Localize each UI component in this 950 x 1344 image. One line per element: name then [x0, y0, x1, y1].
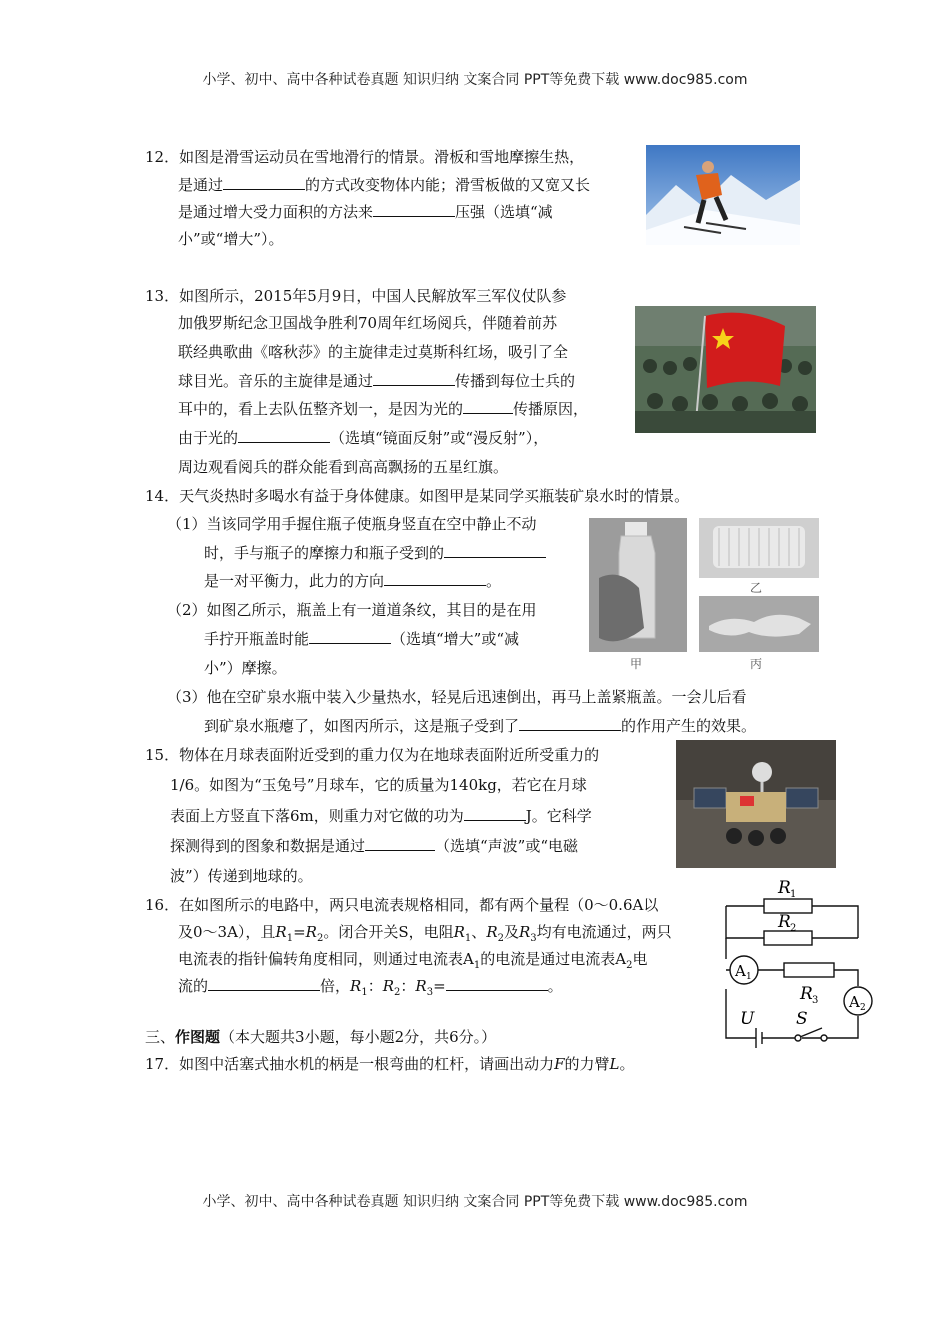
q14-sub2-line1: （2）如图乙所示，瓶盖上有一道道条纹，其目的是在用 — [167, 601, 537, 619]
label-u: U — [740, 1009, 755, 1029]
page-header: 小学、初中、高中各种试卷真题 知识归纳 文案合同 PPT等免费下载 www.doc985.com — [202, 72, 748, 88]
q15-line3: 表面上方竖直下落6m，则重力对它做的功为 J。它科学 — [170, 807, 592, 825]
answer-blank[interactable] — [208, 976, 320, 991]
answer-blank[interactable] — [373, 202, 455, 217]
answer-blank[interactable] — [519, 716, 621, 731]
q14-sub2-line3: 小”）摩擦。 — [204, 659, 287, 677]
battery-icon — [756, 1028, 762, 1048]
q14-sub1-line1: （1）当该同学用手握住瓶子使瓶身竖直在空中静止不动 — [167, 515, 537, 533]
circuit-diagram — [718, 874, 878, 1060]
answer-blank[interactable] — [373, 371, 455, 386]
switch-icon — [800, 1028, 822, 1037]
label-r1: R — [778, 878, 791, 898]
answer-blank[interactable] — [446, 976, 548, 991]
q13-line4: 球目光。音乐的主旋律是通过 传播到每位士兵的 — [178, 372, 576, 390]
resistor-r2 — [764, 931, 812, 945]
answer-blank[interactable] — [384, 571, 486, 586]
label-r1-sub: 1 — [790, 889, 797, 900]
page-footer: 小学、初中、高中各种试卷真题 知识归纳 文案合同 PPT等免费下载 www.doc985.com — [202, 1194, 748, 1210]
q15-line5: 波”）传递到地球的。 — [170, 867, 313, 885]
q16-line1: 16．在如图所示的电路中，两只电流表规格相同，都有两个量程（0～0.6A以 — [145, 896, 659, 914]
figure-label-jia: 甲 — [630, 657, 643, 671]
q13-line6: 由于光的 （选填“镜面反射”或“漫反射”）， — [178, 429, 549, 447]
resistor-r1 — [764, 899, 812, 913]
figure-label-bing: 丙 — [750, 657, 763, 671]
q16-line3: 电流表的指针偏转角度相同，则通过电流表$A_1$的电流是通过电流表$A_2$电 — [178, 950, 648, 971]
label-r2: R — [778, 912, 791, 932]
answer-blank[interactable] — [444, 543, 546, 558]
q15-line4: 探测得到的图象和数据是通过 （选填“声波”或“电磁 — [170, 837, 579, 855]
parade-photo — [635, 306, 816, 433]
crushed-bottle-photo — [699, 596, 819, 652]
q14-sub2-line2: 手拧开瓶盖时能 （选填“增大”或“减 — [204, 630, 520, 648]
q12-line1: 12．如图是滑雪运动员在雪地滑行的情景。滑板和雪地摩擦生热， — [145, 148, 585, 166]
skier-photo — [646, 145, 800, 245]
answer-blank[interactable] — [309, 629, 391, 644]
figure-label-yi: 乙 — [750, 581, 763, 595]
q14-sub1-line3: 是一对平衡力，此力的方向 。 — [204, 572, 502, 590]
q14-sub3-line2: 到矿泉水瓶瘪了，如图丙所示，这是瓶子受到了 的作用产生的效果。 — [204, 717, 757, 735]
q16-line2: 及0～3A），且$R_1=R_2$。闭合开关S，电阻$R_1$、$R_2$及$R_3$均有电流通过，两只 — [178, 923, 672, 944]
q15-line1: 15．物体在月球表面附近受到的重力仅为在地球表面附近所受重力的 — [145, 746, 600, 764]
label-a2-sub: 2 — [860, 1003, 866, 1013]
q13-line5: 耳中的，看上去队伍整齐划一，是因为光的 传播原因， — [178, 400, 589, 418]
answer-blank[interactable] — [464, 806, 526, 821]
section-3-heading: 三、作图题（本大题共3小题，每小题2分，共6分。） — [145, 1028, 497, 1046]
q13-line7: 周边观看阅兵的群众能看到高高飘扬的五星红旗。 — [178, 458, 509, 476]
answer-blank[interactable] — [223, 175, 305, 190]
answer-blank[interactable] — [365, 836, 435, 851]
bottle-hand-photo — [589, 518, 687, 652]
label-a1-sub: 1 — [746, 972, 752, 982]
q13-line2: 加俄罗斯纪念卫国战争胜利70周年红场阅兵，伴随着前苏 — [178, 314, 558, 332]
resistor-r3 — [784, 963, 834, 977]
label-r3: R — [800, 984, 813, 1004]
answer-blank[interactable] — [463, 399, 513, 414]
q12-line3: 是通过增大受力面积的方法来 压强（选填“减 — [178, 203, 553, 221]
bottle-cap-photo — [699, 518, 819, 578]
q12-line4: 小”或“增大”）。 — [178, 230, 284, 248]
answer-blank[interactable] — [238, 428, 330, 443]
label-a2: A — [849, 993, 860, 1011]
lunar-rover-photo — [676, 740, 836, 868]
q12-line2: 是通过 的方式改变物体内能；滑雪板做的又宽又长 — [178, 176, 591, 194]
label-s: S — [796, 1009, 808, 1029]
q13-line3: 联经典歌曲《喀秋莎》的主旋律走过莫斯科红场，吸引了全 — [178, 343, 569, 361]
q13-line1: 13．如图所示，2015年5月9日，中国人民解放军三军仪仗队参 — [145, 287, 567, 305]
q14-sub3-line1: （3）他在空矿泉水瓶中装入少量热水，轻晃后迅速倒出，再马上盖紧瓶盖。一会儿后看 — [167, 688, 747, 706]
q14-sub1-line2: 时，手与瓶子的摩擦力和瓶子受到的 — [204, 543, 546, 563]
label-r3-sub: 3 — [812, 995, 819, 1006]
q16-line4: 流的 倍，$R_1$：$R_2$：$R_3=$ 。 — [178, 977, 563, 998]
label-a1: A — [735, 962, 746, 980]
q14-line1: 14．天气炎热时多喝水有益于身体健康。如图甲是某同学买瓶装矿泉水时的情景。 — [145, 487, 690, 505]
q15-line2: 1/6。如图为“玉兔号”月球车，它的质量为140kg，若它在月球 — [170, 776, 587, 794]
q17-line1: 17．如图中活塞式抽水机的柄是一根弯曲的杠杆，请画出动力F的力臂L。 — [145, 1055, 635, 1073]
label-r2-sub: 2 — [790, 923, 797, 934]
